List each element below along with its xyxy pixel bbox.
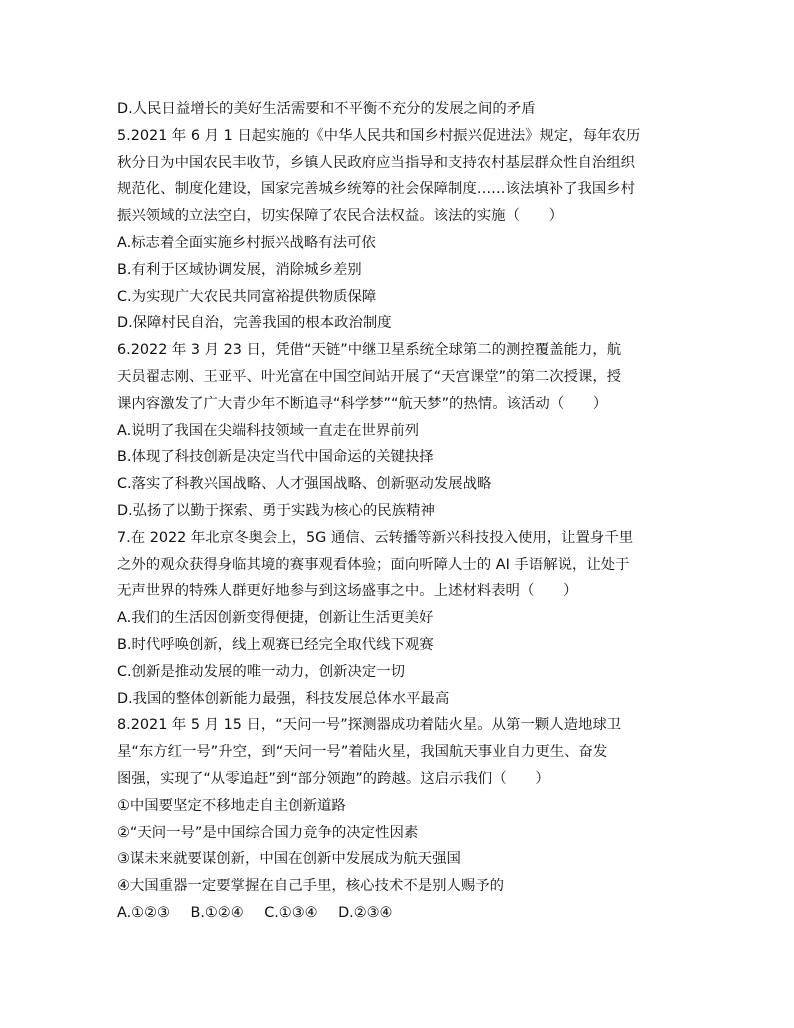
q6-option-d: D.弘扬了以勤于探索、勇于实践为核心的民族精神 xyxy=(117,502,435,519)
q7-option-a: A.我们的生活因创新变得便捷，创新让生活更美好 xyxy=(117,610,434,627)
q4-option-d: D.人民日益增长的美好生活需要和不平衡不充分的发展之间的矛盾 xyxy=(117,101,536,117)
q5-stem-line-2: 秋分日为中国农民丰收节，乡镇人民政府应当指导和支持农村基层群众性自治组织 xyxy=(117,154,636,171)
q8-statement-4: ④大国重器一定要掌握在自己手里，核心技术不是别人赐予的 xyxy=(117,878,505,895)
q5-stem-line-4: 振兴领域的立法空白，切实保障了农民合法权益。该法的实施（ ） xyxy=(117,208,564,225)
q6-option-b: B.体现了科技创新是决定当代中国命运的关键抉择 xyxy=(117,449,434,466)
q6-option-a: A.说明了我国在尖端科技领域一直走在世界前列 xyxy=(117,422,419,439)
q8-option-d: D.②③④ xyxy=(338,904,393,921)
q8-statement-3: ③谋未来就要谋创新，中国在创新中发展成为航天强国 xyxy=(117,851,461,868)
q8-option-b: B.①②④ xyxy=(190,904,244,921)
q5-option-b: B.有利于区域协调发展，消除城乡差别 xyxy=(117,261,362,278)
q5-stem-line-3: 规范化、制度化建设，国家完善城乡统筹的社会保障制度……该法填补了我国乡村 xyxy=(117,181,636,198)
q7-option-d: D.我国的整体创新能力最强，科技发展总体水平最高 xyxy=(117,690,450,707)
q7-stem-line-1: 7.在 2022 年北京冬奥会上，5G 通信、云转播等新兴科技投入使用，让置身千里 xyxy=(117,529,634,546)
q8-stem-line-2: 星“东方红一号”升空，到“天问一号”着陆火星，我国航天事业自力更生、奋发 xyxy=(117,744,608,761)
q8-stem-line-3: 图强，实现了“从零追赶”到“部分领跑”的跨越。这启示我们（ ） xyxy=(117,770,550,787)
q6-stem-line-2: 天员翟志刚、王亚平、叶光富在中国空间站开展了“天宫课堂”的第二次授课，授 xyxy=(117,368,622,385)
q8-statement-2: ②“天问一号”是中国综合国力竞争的决定性因素 xyxy=(117,824,419,841)
q5-option-a: A.标志着全面实施乡村振兴战略有法可依 xyxy=(117,234,376,251)
q8-option-a: A.①②③ xyxy=(117,904,170,921)
q6-stem-line-1: 6.2022 年 3 月 23 日，凭借“天链”中继卫星系统全球第二的测控覆盖能力，航 xyxy=(117,342,622,359)
exam-page xyxy=(117,96,687,927)
q7-option-b: B.时代呼唤创新，线上观赛已经完全取代线下观赛 xyxy=(117,636,434,653)
q8-options xyxy=(117,900,687,927)
q8-stem-line-1: 8.2021 年 5 月 15 日，“天问一号”探测器成功着陆火星。从第一颗人造地球卫 xyxy=(117,717,622,734)
q5-option-c: C.为实现广大农民共同富裕提供物质保障 xyxy=(117,288,377,305)
q7-option-c: C.创新是推动发展的唯一动力，创新决定一切 xyxy=(117,663,406,680)
q6-option-c: C.落实了科教兴国战略、人才强国战略、创新驱动发展战略 xyxy=(117,476,492,493)
q7-stem-line-2: 之外的观众获得身临其境的赛事观看体验；面向听障人士的 AI 手语解说，让处于 xyxy=(117,556,630,573)
q5-option-d: D.保障村民自治，完善我国的根本政治制度 xyxy=(117,315,392,332)
q5-stem-line-1: 5.2021 年 6 月 1 日起实施的《中华人民共和国乡村振兴促进法》规定，每年农历 xyxy=(117,127,641,144)
q8-statement-1: ①中国要坚定不移地走自主创新道路 xyxy=(117,797,346,814)
q7-stem-line-3: 无声世界的特殊人群更好地参与到这场盛事之中。上述材料表明（ ） xyxy=(117,583,578,600)
q8-option-c: C.①③④ xyxy=(264,904,318,921)
q6-stem-line-3: 课内容激发了广大青少年不断追寻“科学梦”“航天梦”的热情。该活动（ ） xyxy=(117,395,608,412)
